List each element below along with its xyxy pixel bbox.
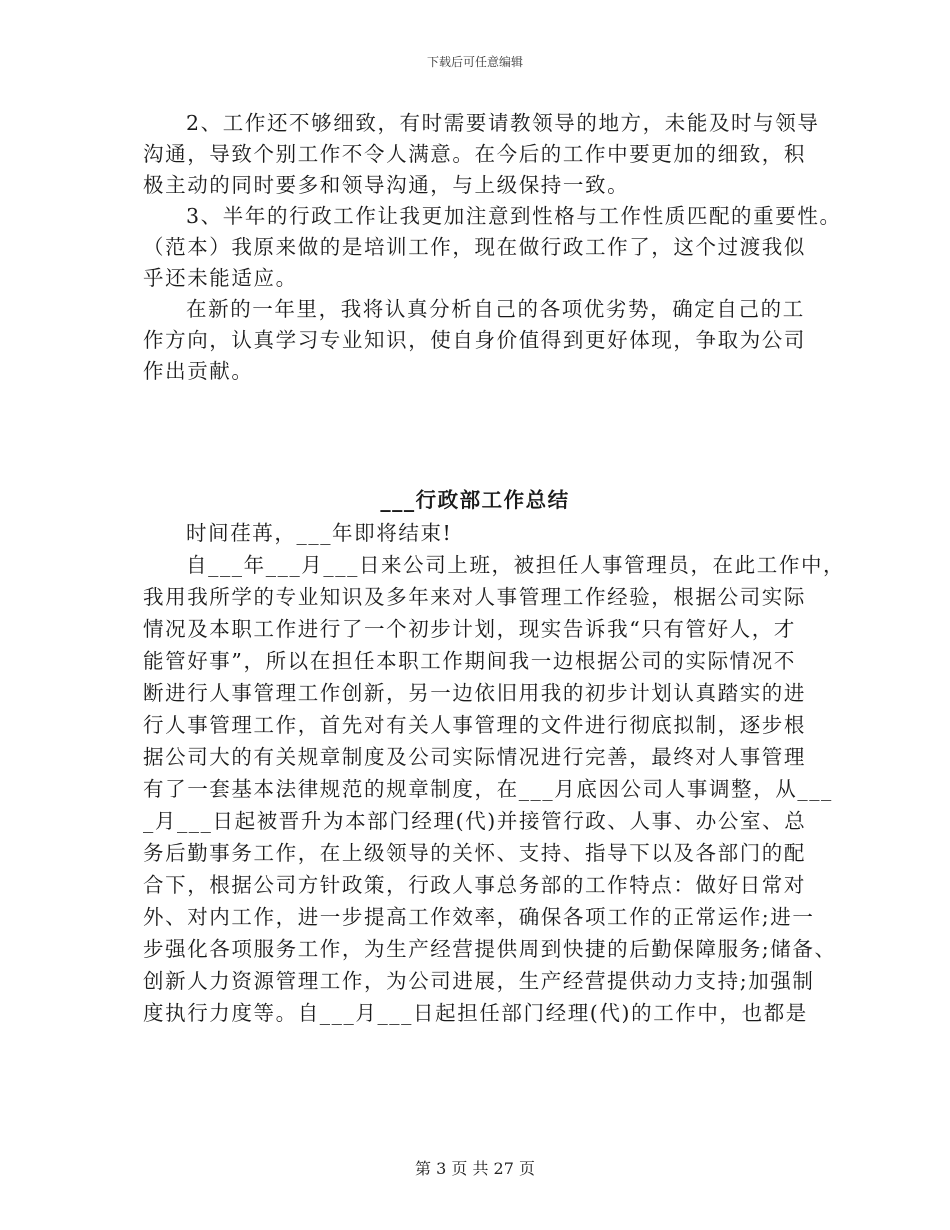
paragraph-line: 合下，根据公司方针政策，行政人事总务部的工作特点：做好日常对 xyxy=(143,873,806,897)
page-number: 第 3 页 共 27 页 xyxy=(415,1159,535,1178)
paragraph-line: 断进行人事管理工作创新，另一边依旧用我的初步计划认真踏实的进 xyxy=(143,681,806,705)
paragraph-line: 自___年___月___日来公司上班，被担任人事管理员，在此工作中， xyxy=(186,553,846,577)
paragraph-line: 外、对内工作，进一步提高工作效率，确保各项工作的正常运作;进一 xyxy=(143,905,815,929)
paragraph-line: （范本）我原来做的是培训工作，现在做行政工作了，这个过渡我似 xyxy=(143,235,806,259)
paragraph-line: 时间荏苒，___年即将结束! xyxy=(186,521,453,545)
section-1-body xyxy=(143,108,842,387)
paragraph-line: 创新人力资源管理工作，为公司进展，生产经营提供动力支持;加强制 xyxy=(143,969,815,993)
header-note: 下载后可任意编辑 xyxy=(426,55,523,69)
paragraph-line: 极主动的同时要多和领导沟通，与上级保持一致。 xyxy=(143,173,630,197)
paragraph-line: 据公司大的有关规章制度及公司实际情况进行完善，最终对人事管理 xyxy=(143,745,806,769)
paragraph-line: 在新的一年里，我将认真分析自己的各项优劣势，确定自己的工 xyxy=(186,297,805,321)
paragraph-line: 乎还未能适应。 xyxy=(143,266,298,290)
paragraph-line: 3、半年的行政工作让我更加注意到性格与工作性质匹配的重要性。 xyxy=(186,204,842,228)
paragraph-line: 行人事管理工作，首先对有关人事管理的文件进行彻底拟制，逐步根 xyxy=(143,713,806,737)
paragraph-line: 有了一套基本法律规范的规章制度，在___月底因公司人事调整，从___ xyxy=(143,777,833,801)
paragraph-line: _月___日起被晋升为本部门经理(代)并接管行政、人事、办公室、总 xyxy=(143,809,807,833)
paragraph-line: 作出贡献。 xyxy=(143,359,254,383)
paragraph-line: 能管好事”，所以在担任本职工作期间我一边根据公司的实际情况不 xyxy=(143,649,796,673)
section-title: ___行政部工作总结 xyxy=(380,488,570,512)
section-2-body xyxy=(143,517,846,1029)
paragraph-line: 情况及本职工作进行了一个初步计划，现实告诉我“只有管好人，才 xyxy=(143,617,796,641)
paragraph-line: 务后勤事务工作，在上级领导的关怀、支持、指导下以及各部门的配 xyxy=(143,841,806,865)
paragraph-line: 沟通，导致个别工作不令人满意。在今后的工作中要更加的细致，积 xyxy=(143,142,806,166)
paragraph-line: 2、工作还不够细致，有时需要请教领导的地方，未能及时与领导 xyxy=(186,111,820,135)
paragraph-line: 步强化各项服务工作，为生产经营提供周到快捷的后勤保障服务;储备、 xyxy=(143,937,837,961)
paragraph-line: 作方向，认真学习专业知识，使自身价值得到更好体现，争取为公司 xyxy=(143,328,806,352)
paragraph-line: 度执行力度等。自___月___日起担任部门经理(代)的工作中，也都是 xyxy=(143,1001,808,1025)
paragraph-line: 我用我所学的专业知识及多年来对人事管理工作经验，根据公司实际 xyxy=(143,585,806,609)
